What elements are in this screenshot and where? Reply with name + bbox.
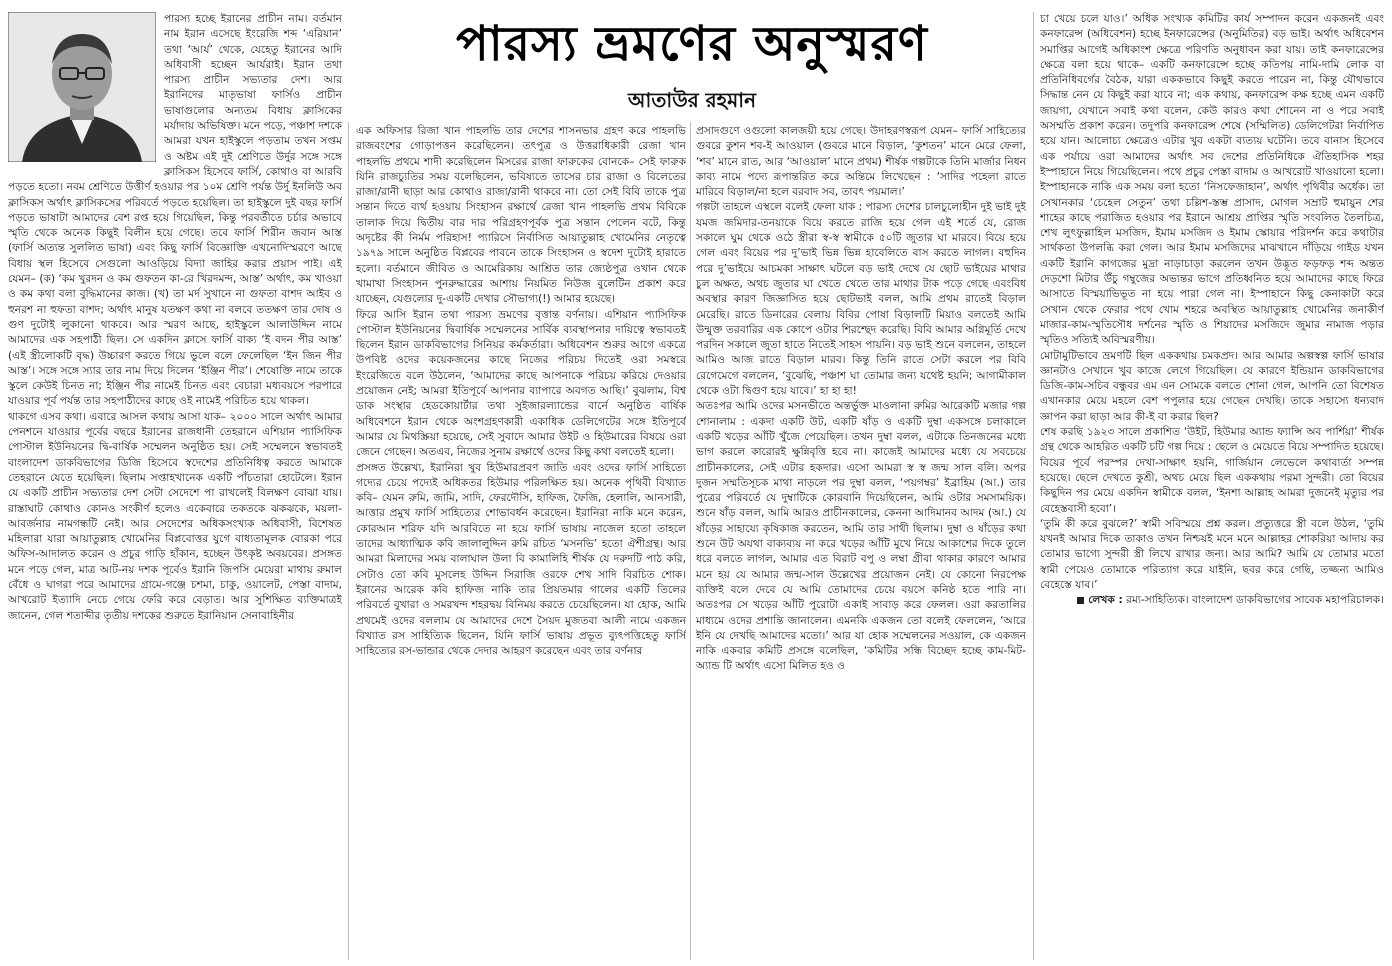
author-note-text: রম্য-সাহিত্যিক। বাংলাদেশ ডাকবিভাগের সাবেক মহাপরিচালক। (1126, 594, 1384, 607)
paragraph: থাকগে এসব কথা। এবারে আসল কথায় আসা যাক– ২০০০ সালে অর্থাৎ আমার পেনশনে যাওয়ার পূর্বের বছরে ইরানের রাজধানী তেহরানে এশিয়ান প্যাসিফিক পোস্টাল ইউনিয়নের দ্বি-বার্ষিক সম্মেলন অনুষ্ঠিত হয়। সেই সম্মেলনে স্বভাবতই বাংলাদেশ ডাকবিভাগের ডিজি হিসেবে স্বদেশের প্রতিনিধিত্ব করতে আমাকে তেহরানে যেতে হয়েছিল। ছিলাম সপ্তাহখানেক একটি পাঁচতারা হোটেলে। ইরান যে একটি প্রাচীন সভ্যতার দেশ সেটা সেদেশে পা রাখলেই বিলক্ষণ বোঝা যায়। রাস্তাঘাট কোথাও কোনও সংকীর্ণ হলেও একেবারে তকতকে ঝকঝকে, ময়লা-আবর্জনার নামগন্ধটি নেই। আর সেদেশের অধিকসংখ্যক অধিবাসী, বিশেষত মহিলারা যারা আয়াতুল্লাহ খোমেনির বিপ্লবোত্তর যুগে বাধ্যতামূলক বোরকা পরে অফিস-আদালত করেন ও প্রচুর গাড়ি হাঁকান, হচ্ছেন উৎকৃষ্ট অবয়বের। প্রসঙ্গত মনে পড়ে গেল, মাত্র আট-নয় দশক পূর্বেও ইরানি জিপসি মেয়েরা মাথায় রুমাল বেঁধে ও ঘাগরা পরে আমাদের গ্রামে-গঞ্জে চশমা, চাকু, ওয়ালেট, পেস্তা বাদাম, আখরোট ইত্যাদি নেচে গেয়ে ফেরি করে বেড়াত। আর সুশিক্ষিত ব্যক্তিমাত্রই জানেন, গেল শতাব্দীর তৃতীয় দশকের শুরুতে ইরানিয়ান সেনাবাহিনীর (8, 410, 342, 622)
article-column-4 (1040, 12, 1384, 960)
paragraph: প্রসাদগুণে ওগুলো কালজয়ী হয়ে গেছে। উদাহরণস্বরূপ যেমন– ফার্সি সাহিত্যের গুবরে কুশন শব-ই আওয়াল (গুবরে মানে বিড়াল, ‘কুশতন’ মানে মেরে ফেলা, ‘শব’ মানে রাত, আর ‘আওয়াল’ মানে প্রথম) শীর্ষক গল্পটাকে তিনি মার্জার নিধন কাব্য নামে পদ্যে রূপান্তরিত করে অন্তিমে লিখেছেন : ‘সাদির পহেলা রাতে মারিবে বিড়াল/না হলে বরবাদ সব, তাবৎ পয়মাল।’ (696, 125, 1026, 199)
paragraph: পারস্য হচ্ছে ইরানের প্রাচীন নাম। বর্তমান নাম ইরান এসেছে ইংরেজি শব্দ ‘এরিয়ান’ তথা ‘আর্য’ থেকে, যেহেতু ইরানের আদি অধিবাসী হচ্ছেন আর্যরাই। ইরান তথা পারস্য প্রাচীন সভ্যতার দেশ। আর ইরানিদের মাতৃভাষা ফার্সিও প্রাচীন ভাষাগুলোর অন্যতম বিধায় ক্লাসিকের মর্যাদায় অভিষিক্ত। মনে পড়ে, পঞ্চাশ দশকে আমরা যখন হাইস্কুলে পড়তাম তখন সপ্তম ও অষ্টম এই দুই শ্রেণিতে উর্দুর সঙ্গে সঙ্গে ক্লাসিকস হিসেবে ফার্সি, কোথাও বা আরবি পড়তে হতো। নবম শ্রেণিতে উত্তীর্ণ হওয়ার পর ১০ম শ্রেণি পর্যন্ত উর্দু ইনলিউ অব ক্লাসিকস অর্থাৎ ক্লাসিকসের পরিবর্তে পড়তে হয়েছিল। তা হাইস্কুলে দুই বছর ফার্সি পড়তে ভাষাটা আমাদের বেশ রপ্ত হয়ে গিয়েছিল, কিন্তু পরবর্তীতে চর্চার অভাবে স্মৃতি থেকে অনেক কিছুই বিলীন হয়ে গেছে। তবে ফার্সি শিরীন জবান আস্ত (ফার্সি অত্যন্ত সুললিত ভাষা) এবং কিছু ফার্সি বিজ্ঞোক্তি এখনোদিস্মরণে আছে বিধায় স্থল হিসেবে সেগুলো আওড়িয়ে বিদ্যা জাহির করার প্রয়াস পাই। এই যেমন– (ক) ‘কম খুরদন ও কম গুফতন কা-রে খিরদমন্দ, আস্ত’ অর্থাৎ, কম খাওয়া ও কম কথা বলা বুদ্ধিমানের কাজ। (খ) তা মর্দ সুখানে না গুফতা বাশদ আইব ও হুনরশ না হুফতা বাশদ; অর্থাৎ মানুষ যতক্ষণ কথা না বলবে ততক্ষণ তার দোষ ও গুণ দুটোই লুকানো থাকবে। আর স্মরণ আছে, হাইস্কুলে আলাউদ্দিন নামে আমাদের এক সহপাঠী ছিল। সে একদিন ক্লাসে ফার্সি বাক্য ‘ই বদন পীর আস্ত’ (এই স্ত্রীলোকটি বৃদ্ধ) উচ্চারণ করতে গিয়ে ভুলে বলে ফেলেছিল ‘ইন জিন পীর আস্ত’। সঙ্গে সঙ্গে স্যার তার নাম দিয়ে দিলেন ‘ইঞ্জিন পীর’। শেষোক্তি নামে তাকে স্কুলে কেউই চিনত না; ইঞ্জিন পীর নামেই চিনত এবং বেচারা মধ্যবয়সে পরপারে যাওয়ার পূর্ব পর্যন্ত তার সহপাঠীদের কাছে ওই নামেই পরিচিত হয়ে থাকল। (8, 13, 342, 408)
paragraph: এক অফিসার রিজা খান পাহলভি তার দেশের শাসনভার গ্রহণ করে পাহলভি রাজবংশের গোড়াপত্তন করেছিলেন। তৎপুত্র ও উত্তরাধিকারী রেজা খান পাহলভি প্রথমে শাদী করেছিলেন মিসরের রাজা ফারুকের বোনকে– সেই ফারুক যিনি রাজচ্যুতির সময় বলেছিলেন, ভবিষ্যতে তাসের চার রাজা ও বিলেতের রাজা/রানী ছাড়া আর কোথাও রাজা/রানী থাকবে না। তো সেই বিবি তাকে পুত্র সন্তান দিতে ব্যর্থ হওয়ায় সিংহাসন রক্ষার্থে রেজা খান পাহলভি প্রথম বিবিকে তালাক দিয়ে দ্বিতীয় বার দার পরিগ্রহণপূর্বক পুত্র সন্তান পেলেন বটে, কিন্তু অদৃষ্টের কী নির্মম পরিহাস! প্যারিসে নির্বাসিত আয়াতুল্লাহ খোমেনির নেতৃত্বে ১৯৭৯ সালে অনুষ্ঠিত বিপ্লবের পাবনে তাকে সিংহাসন ও স্বদেশ দুটোই হারাতে হলো। বর্তমানে জীবিত ও আমেরিকায় আশ্রিত তার জ্যেষ্ঠপুত্র ওখান থেকে খামাখা সিংহাসন পুনরুদ্ধারের আশায় নিয়মিত নিউজ বুলেটিন প্রকাশ করে যাচ্ছেন, যেগুলোর দু-একটি দেখার সৌভাগ্য(!) আমার হয়েছে। (356, 125, 686, 306)
square-bullet-icon (1077, 597, 1084, 604)
paragraph: চা খেয়ে চলে যাও।’ অধিক সংখ্যক কমিটির কার্য সম্পাদন করেন একজনই এবং কনফারেন্স (অধিবেশন) হচ্ছে ইনফারেন্সের (অনুমিতির) বড় ভাই। অর্থাৎ অধিবেশন সমাপ্তির আগেই অধিকাংশ ক্ষেত্রে পরিণতি অনুধাবন করা যায়। তাই কনফারেন্সের ক্ষেত্রে বলা হয়ে থাকে– একটি কনফারেন্সে হচ্ছে কতিপয় নামি-দামি লোক বা প্রতিনিধিবর্গের বৈঠক, যারা এককভাবে কিছুই করতে পারেন না, কিন্তু যৌথভাবে সিদ্ধান্ত নেন যে কিছুই করা যাবে না; এক কথায়, কনফারেন্স কক্ষ হচ্ছে এমন একটি জায়গা, যেখানে সবাই কথা বলেন, কেউ কারও কথা শোনেন না ও পরে সবাই অসম্মতি প্রকাশ করেন। তদুপরি কনফারেন্স শেষে (সম্মিলিত) ডেলিগেটরা নির্বাপিত হয়ে যান। আলোচ্য ক্ষেত্রেও এটার খুব একটা ব্যত্যয় ঘটেনি। তবে বানাস হিসেবে এক পর্যায়ে ওরা আমাদের অর্থাৎ সব দেশের প্রতিনিধিকে ঐতিহাসিক শহর ইস্পাহানে নিয়ে গিয়েছিলেন। পথে প্রচুর পেস্তা বাদাম ও আখরোট খাওয়ানো হলো। ইস্পাহানকে নাকি এক সময় বলা হতো ‘নিসফেজাহান’, অর্থাৎ পৃথিবীর অর্ধেক। তা সেখানকার ‘চেহেল সেতুন’ তথা চল্লিশ-স্তম্ভ প্রাসাদ, মোগল সম্রাট হুমায়ুন শের শাহের কাছে পরাজিত হওয়ার পর ইরানে আশ্রয় প্রাপ্তির স্মৃতি সংবলিত তৈলচিত্র, শেখ লুৎফুল্লাহিল মসজিদ, ইমাম মসজিদ ও ইমাম স্কোয়ার পরিদর্শন করে কথাটার সার্থকতা উপলব্ধি করা গেল। আর ইমাম মসজিদের মাঝখানে দাঁড়িয়ে গাইড যখন একটি ইরানি কাগজের মুদ্রা নাড়াচাড়া করলেন তখন উদ্ভূত ফড়ফড় শব্দ অন্তত দেড়শো মিটার উঁচু গম্বুজের অভ্যন্তর ভাগে প্রতিধ্বনিত হয়ে আমাদের কাছে ফিরে আসাতে বিস্ময়াভিভূত না হয়ে পারা গেল না। ইস্পাহানে কিছু কেনাকাটা করে সেখান থেকে ফেরার পথে খোম শহরে অবস্থিত আয়াতুল্লাহ খোমেনির জনাকীর্ণ মাজার-কাম-স্মৃতিসৌধ দর্শনের স্মৃতি ও শিয়াদের মসজিদে জুমার নামাজ পড়ার স্মৃতিও সত্যিই অবিস্মরণীয়। (1040, 13, 1384, 347)
paragraph: অতঃপর আমি ওদের মসনভীতে অন্তর্ভুক্ত মাওলানা রুমির আরেকটি মজার গল্প শোনালাম : একদা একটি উট, একটি ষাঁড় ও একটি দুম্বা একসঙ্গে চলাকালে একটি খড়ের আঁটি খুঁজে পেয়েছিল। তখন দুম্বা বলল, এটাকে তিনজনের মধ্যে ভাগ করলে কারোরই ক্ষুন্নিবৃত্তি হবে না। কাজেই আমাদের মধ্যে যে সবচেয়ে প্রাচীনকালের, সেই এটার হকদার। এসো আমরা স্ব স্ব জন্ম সাল বলি। অপর দুজন সম্মতিসূচক মাথা নাড়লে পর দুম্বা বলল, ‘পয়গম্বর’ ইব্রাহিম (আ.) তার পুত্রের পরিবর্তে যে দুম্বাটিকে কোরবানি দিয়েছিলেন, আমি ওটার সমসাময়িক। শুনে ষাঁড় বলল, আমি আরও প্রাচীনকালের, কেননা আদিমানব আদম (আ.) যে ষাঁড়ের সাহায্যে কৃষিকাজ করতেন, আমি তার সাথী ছিলাম। দুম্বা ও ষাঁড়ের কথা শুনে উট অযথা বাক্যব্যয় না করে খড়ের আঁটি মুখে নিয়ে আকাশের দিকে তুলে ধরে বলতে লাগল, আমার এত বিরাট বপু ও লম্বা গ্রীবা থাকার কারণে আমার মনে হয় যে আমার জন্ম-সাল উল্লেখের প্রয়োজন নেই। যে কোনো নিরপেক্ষ ব্যক্তিই বলে দেবে যে আমি তোমাদের চেয়ে বয়সে কনিষ্ঠ হতে পারি না। অতঃপর সে খড়ের আঁটি পুরোটা একাই সাবাড় করে ফেলল। ওরা করতালির মাধ্যমে ওদের প্রশান্তি জানালেন। এমনকি একজন তো বলেই ফেললেন, ‘আরে ইনি যে দেখছি আমাদের মতো।’ আর যা হোক সম্মেলনের সওয়াল, কে একজন নাকি একবার কমিটি প্রসঙ্গে বলেছিল, ‘কমিটির সন্ধি বিচ্ছেদ হচ্ছে কাম-মিট-অ্যান্ড টি অর্থাৎ এসো মিলিত হও ও (696, 400, 1026, 673)
column-divider (690, 122, 691, 960)
author-photo (8, 12, 156, 162)
paragraph: প্রসঙ্গত উল্লেখ্য, ইরানিরা খুব হিউমারপ্রবণ জাতি এবং ওদের ফার্সি সাহিত্যে গদ্যের চেয়ে পদ্যেই অধিকতর হিউমার পরিলক্ষিত হয়। অনেক পৃথিবী বিখ্যাত কবি– যেমন রুমি, জামি, সাদি, ফেরদৌসি, হাফিজ, ফৈজি, হেলালি, আনসারী, আত্তার প্রমুখ ফার্সি সাহিত্যের শোভাবর্ধন করেছেন। ইরানিরা নাকি মনে করেন, কোরআন শরিফ যদি আরবিতে না হয়ে ফার্সি ভাষায় নাজেল হতো তাহলে তাদের আধ্যাত্মিক কবি জালালুদ্দিন রুমি রচিত ‘মসনভি’ হতো ঐশীগ্রন্থ। আর আমরা মিলাদের সময় বালাঘাল উলা বি কামালিহি শীর্ষক যে দরুদটি পাঠ করি, সেটাও তো কবি মুসলেহ উদ্দিন সিরাজি ওরফে শেখ সাদি বিরচিত শোক। ইরানের আরেক কবি হাফিজ নাকি তার প্রিয়তমার গালের একটি তিলের পরিবর্তে বুখারা ও সমরখন্দ শহরদ্বয় বিনিময় করতে চেয়েছিলেন। যা হোক, আমি প্রথমেই ওদের বললাম যে আমাদের দেশে সৈয়দ মুজতবা আলী নামে একজন বিখ্যাত রস সাহিত্যিক ছিলেন, যিনি ফার্সি ভাষায় প্রভূত ব্যুৎপত্তিহেতু ফার্সি সাহিত্যের রস-ভান্ডার থেকে দেদার আহরণ করেছেন এবং তার বর্ণনার (356, 461, 686, 658)
paragraph: ‘তুমি কী করে বুঝলে?’ স্বামী সবিস্ময়ে প্রশ্ন করল। প্রত্যুত্তরে স্ত্রী বলে উঠল, ‘তুমি যখনই আমার দিকে তাকাও তখন নিশ্চয়ই মনে মনে আল্লাহর শোকরিয়া আদায় কর তোমার ভাগ্যে সুন্দরী স্ত্রী লিখে রাখার জন্য। আর আমি? আমি যে তোমার মতো স্বামী পেয়েও তোমাকে পরিত্যাগ করে যাইনি, ছবর করে গেছি, তজ্জন্য আমিও বেহেস্তে যাব।’ (1040, 517, 1384, 591)
paragraph: মোটামুটিভাবে ভ্রমণটি ছিল এককথায় চমকপ্রদ। আর আমার অল্পস্বল্প ফার্সি ভাষার জ্ঞানটাও সেখানে খুব কাজে লেগে গিয়েছিল। যে কারণে ইন্ডিয়ান ডাকবিভাগের ডিজি-কাম-সচিব বন্ধুবর এম এন সোমকে বলতে শোনা গেল, আপনি তো বিশেষত এখানকার মেয়ে মহলে বেশ পপুলার হয়ে গেছেন দেখছি। তাকে সহাস্যে ধন্যবাদ জ্ঞাপন করা ছাড়া আর কী-ই বা করার ছিল? (1040, 349, 1384, 423)
paragraph: গল্পটা তাহলে এস্থলে বলেই ফেলা যাক : পারস্য দেশের চালচুলোহীন দুই ভাই দুই যমজ জমিদার-তনয়াকে বিয়ে করতে রাজি হয়ে গেল এই শর্তে যে, রোজ সকালে ঘুম থেকে ওঠে স্ত্রীরা স্ব-স্ব স্বামীকে ৫০টি জুতার ঘা মারবে। বিয়ে হয়ে গেল এবং বিয়ের পর দু’ভাই ভিন্ন ভিন্ন হাবেলিতে বাস করতে লাগল। বহুদিন পরে দু’ভাইয়ে আচমকা সাক্ষাৎ ঘটলে বড় ভাই দেখে যে ছোট ভাইয়ের মাথার চুল অক্ষত, অথচ জুতার ঘা খেতে খেতে তার মাথার টাক পড়ে গেছে এবংবিধ অবস্থার কারণ জিজ্ঞাসিত হয়ে ছোটভাই বলল, আমি প্রথম রাতেই বিড়াল মেরেছি। রাতে ডিনারের বেলায় বিবির পোষা বিড়ালটি মিয়াও বলতেই আমি উন্মুক্ত তরবারির এক কোপে ওটার শিরশ্ছেদ করেছি। বিবি আমার অগ্নিমূর্তি দেখে পরদিন সকালে জুতা হাতে নিতেই সাহস পায়নি। বড় ভাই শুনে বললেন, তাহলে আমিও আজ রাতে বিড়াল মারব। কিন্তু তিনি রাতে সেটা করলে পর বিবি রেগেমেগে বললেন, ‘বুঝেছি, পঞ্চাশ ঘা তোমার জন্য যথেষ্ট হয়নি; আগামীকাল থেকে ওটা দ্বিগুণ হয়ে যাবে।’ হা হা হা! (696, 201, 1026, 398)
author-note (1040, 593, 1384, 608)
article-column-1 (8, 12, 342, 960)
article-byline: আতাউর রহমান (627, 88, 757, 112)
article-headline: পারস্য ভ্রমণের অনুস্মরণ (456, 16, 928, 72)
author-note-label: লেখক : (1088, 594, 1123, 607)
article-column-2 (356, 124, 686, 960)
column-divider (1033, 12, 1034, 960)
column-divider (348, 122, 349, 960)
article-column-3 (696, 124, 1026, 960)
paragraph: ফিরে আসি ইরান তথা পারস্য ভ্রমণের বৃত্তান্ত বর্ণনায়। এশিয়ান প্যাসিফিক পোস্টাল ইউনিয়নের দ্বিবার্ষিক সম্মেলনের সার্বিক ব্যবস্থাপনার দায়িত্বে স্বভাবতই ছিলেন ইরান ডাকবিভাগের সিনিয়র কর্মকর্তারা। অধিবেশন শুরুর আগে একত্রে উপবিষ্ট ওদের কয়েকজনের কাছে নিজের পরিচয় দিতেই ওরা সমস্বরে ইংরেজিতে বলে উঠলেন, ‘আমাদের কাছে আপনাকে পরিচয় করিয়ে দেওয়ার প্রয়োজন নেই; আমরা ইতিপূর্বে আপনার ব্যাপারে অবগত আছি।’ বুঝলাম, বিশ্ব ডাক সংস্থার হেডকোয়ার্টার তথা সুইজারল্যান্ডের বার্নে অনুষ্ঠিত বার্ষিক অধিবেশনে ইরান থেকে অংশগ্রহণকারী একাধিক ডেলিগেটের সঙ্গে ইতিপূর্বে আমার যে মিথস্ক্রিয়া হয়েছে, সেই সুবাদে আমার উইট ও হিউমারের বিষয়ে ওরা জেনে গেছেন। অতএব, নিজের সুনাম রক্ষার্থে ওদের কিছু কথা বলতেই হলো। (356, 308, 686, 459)
paragraph: শেষ করছি ১৯২৩ সালে প্রকাশিত ‘উইট, হিউমার অ্যান্ড ফ্যান্সি অব পার্শিয়া’ শীর্ষক গ্রন্থ থেকে আহরিত একটি চটি গল্প দিয়ে : ছেলে ও মেয়েতে বিয়ে সম্পাদিত হয়েছে। বিয়ের পূর্বে পরস্পর দেখা-সাক্ষাৎ হয়নি, গার্জিয়ান লেভেলে কথাবার্তা সম্পন্ন হয়েছে। ছেলে দেখতে কুশ্রী, অথচ মেয়ে ছিল এককথায় পরমা সুন্দরী। তো বিয়ের কিছুদিন পর মেয়ে একদিন স্বামীকে বলল, ‘ইনশা আল্লাহ আমরা দুজনেই মৃত্যুর পর বেহেস্তবাসী হবো’। (1040, 426, 1384, 515)
